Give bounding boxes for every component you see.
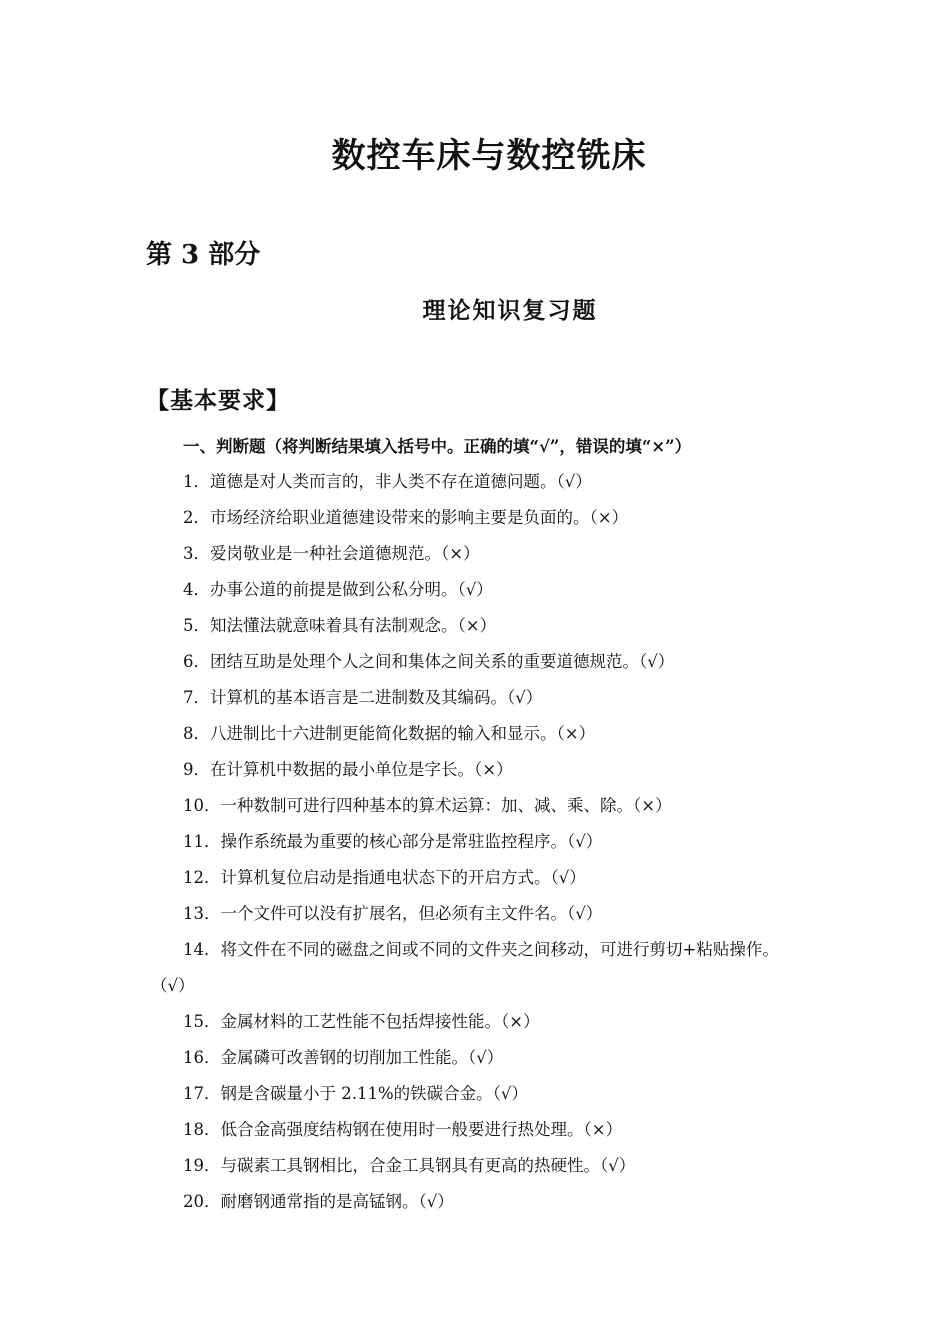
question-item: 16．金属磷可改善钢的切削加工性能。（√） <box>183 1048 504 1067</box>
question-item: 6．团结互助是处理个人之间和集体之间关系的重要道德规范。（√） <box>183 652 675 671</box>
question-item: 4．办事公道的前提是做到公私分明。（√） <box>183 580 493 599</box>
part-heading: 第 3 部分 <box>146 240 261 270</box>
document-title: 数控车床与数控铣床 <box>331 136 647 176</box>
question-item: 9．在计算机中数据的最小单位是字长。（×） <box>183 760 513 779</box>
question-answer-continuation: （√） <box>151 976 195 995</box>
true-false-instruction: 一、判断题（将判断结果填入括号中。正确的填“√”，错误的填“×”） <box>183 437 692 456</box>
question-item: 19．与碳素工具钢相比，合金工具钢具有更高的热硬性。（√） <box>183 1156 636 1175</box>
question-item: 11．操作系统最为重要的核心部分是常驻监控程序。（√） <box>183 832 603 851</box>
question-item: 2．市场经济给职业道德建设带来的影响主要是负面的。（×） <box>183 508 629 527</box>
question-item-wrapped <box>0 932 950 1004</box>
question-list <box>0 464 950 1220</box>
question-item: 5．知法懂法就意味着具有法制观念。（×） <box>183 616 497 635</box>
question-item: 7．计算机的基本语言是二进制数及其编码。（√） <box>183 688 543 707</box>
question-item: 13．一个文件可以没有扩展名，但必须有主文件名。（√） <box>183 904 603 923</box>
subtitle: 理论知识复习题 <box>422 297 598 324</box>
question-item: 20．耐磨钢通常指的是高锰钢。（√） <box>183 1192 454 1211</box>
question-item: 8．八进制比十六进制更能简化数据的输入和显示。（×） <box>183 724 596 743</box>
question-item: 1．道德是对人类而言的，非人类不存在道德问题。（√） <box>183 472 592 491</box>
question-item: 10．一种数制可进行四种基本的算术运算：加、减、乘、除。（×） <box>183 796 672 815</box>
question-item: 18．低合金高强度结构钢在使用时一般要进行热处理。（×） <box>183 1120 623 1139</box>
question-item: 17．钢是含碳量小于 2.11%的铁碳合金。（√） <box>183 1084 528 1103</box>
question-item: 15．金属材料的工艺性能不包括焊接性能。（×） <box>183 1012 540 1031</box>
question-text: 14．将文件在不同的磁盘之间或不同的文件夹之间移动，可进行剪切+粘贴操作。 <box>183 940 779 959</box>
question-item: 12．计算机复位启动是指通电状态下的开启方式。（√） <box>183 868 586 887</box>
question-item: 3．爱岗敬业是一种社会道德规范。（×） <box>183 544 480 563</box>
section-heading: 【基本要求】 <box>146 387 290 414</box>
